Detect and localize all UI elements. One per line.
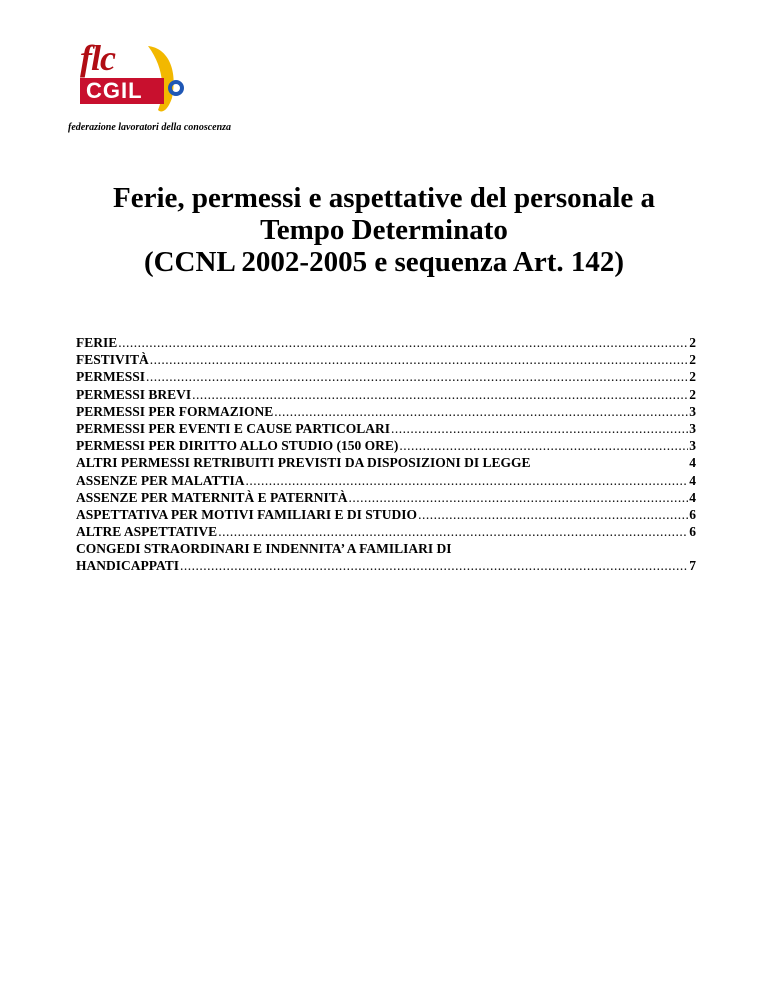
toc-leader xyxy=(218,523,688,540)
toc-entry-page: 2 xyxy=(689,335,696,350)
toc-entry-ferie[interactable] xyxy=(76,334,696,351)
toc-entry-label: FERIE xyxy=(76,335,118,350)
toc-entry-page: 3 xyxy=(689,420,696,436)
toc-entry-label: ASPETTATIVA PER MOTIVI FAMILIARI E DI STUDIO xyxy=(76,506,418,522)
toc-leader xyxy=(391,420,688,437)
toc-entry-page: 2 xyxy=(689,386,696,402)
logo-cgil-text: CGIL xyxy=(86,78,143,103)
toc-entry-label: ASSENZE PER MALATTIA xyxy=(76,472,245,488)
toc-entry-page: 2 xyxy=(689,369,696,385)
toc-leader xyxy=(418,506,688,523)
toc-leader xyxy=(180,557,688,574)
flc-cgil-logo xyxy=(68,40,248,140)
toc-entry-permessi-brevi[interactable] xyxy=(76,386,696,403)
toc-leader xyxy=(118,334,688,351)
table-of-contents xyxy=(76,334,696,575)
toc-entry-maternita[interactable] xyxy=(76,489,696,506)
toc-entry-permessi[interactable] xyxy=(76,368,696,385)
document-title xyxy=(40,182,728,278)
toc-entry-altre-aspettative[interactable] xyxy=(76,523,696,540)
toc-leader xyxy=(192,386,688,403)
toc-entry-page: 4 xyxy=(689,455,696,471)
toc-entry-congedi-line-2[interactable] xyxy=(76,557,696,574)
toc-entry-page: 6 xyxy=(689,524,696,540)
title-line-3: (CCNL 2002-2005 e sequenza Art. 142) xyxy=(143,246,625,278)
toc-entry-permessi-eventi[interactable] xyxy=(76,420,696,437)
toc-entry-label: PERMESSI PER FORMAZIONE xyxy=(76,403,274,419)
toc-entry-altri-permessi[interactable] xyxy=(76,454,696,471)
toc-entry-congedi-line-1[interactable] xyxy=(76,540,696,557)
toc-entry-page: 3 xyxy=(689,438,696,454)
logo-flc-text: flc xyxy=(80,38,115,78)
logo-ring xyxy=(170,82,182,94)
toc-entry-page: 4 xyxy=(689,472,696,488)
toc-entry-page: 4 xyxy=(689,489,696,505)
toc-entry-page: 3 xyxy=(689,403,696,419)
toc-entry-label: PERMESSI BREVI xyxy=(76,386,192,402)
toc-entry-page: 2 xyxy=(689,352,696,368)
toc-entry-diritto-studio[interactable] xyxy=(76,437,696,454)
toc-entry-label: PERMESSI PER EVENTI E CAUSE PARTICOLARI xyxy=(76,420,390,436)
toc-entry-label: PERMESSI PER DIRITTO ALLO STUDIO (150 ORE) xyxy=(76,438,399,454)
toc-entry-label: PERMESSI xyxy=(76,369,146,385)
toc-leader xyxy=(150,351,688,368)
toc-entry-page: 6 xyxy=(689,506,696,522)
title-line-2: Tempo Determinato xyxy=(260,214,508,246)
toc-entry-festivita[interactable] xyxy=(76,351,696,368)
toc-entry-label: HANDICAPPATI xyxy=(76,558,179,574)
toc-entry-label: ASSENZE PER MATERNITÀ E PATERNITÀ xyxy=(76,489,348,505)
toc-entry-aspettativa-familiari[interactable] xyxy=(76,506,696,523)
toc-entry-malattia[interactable] xyxy=(76,472,696,489)
toc-leader xyxy=(274,403,688,420)
toc-leader xyxy=(146,368,688,385)
toc-entry-page: 7 xyxy=(689,558,696,574)
toc-leader xyxy=(349,489,689,506)
toc-leader xyxy=(246,472,689,489)
toc-leader xyxy=(399,437,688,454)
toc-entry-label: FESTIVITÀ xyxy=(76,352,149,368)
toc-entry-label: ALTRE ASPETTATIVE xyxy=(76,524,218,540)
toc-entry-label: ALTRI PERMESSI RETRIBUITI PREVISTI DA DISPOSIZIONI DI LEGGE xyxy=(76,455,531,471)
title-line-1: Ferie, permessi e aspettative del personale a xyxy=(113,182,655,214)
toc-entry-label: CONGEDI STRAORDINARI E INDENNITA’ A FAMILIARI DI xyxy=(76,541,452,557)
toc-entry-permessi-formazione[interactable] xyxy=(76,403,696,420)
logo-tagline: federazione lavoratori della conoscenza xyxy=(68,122,232,133)
